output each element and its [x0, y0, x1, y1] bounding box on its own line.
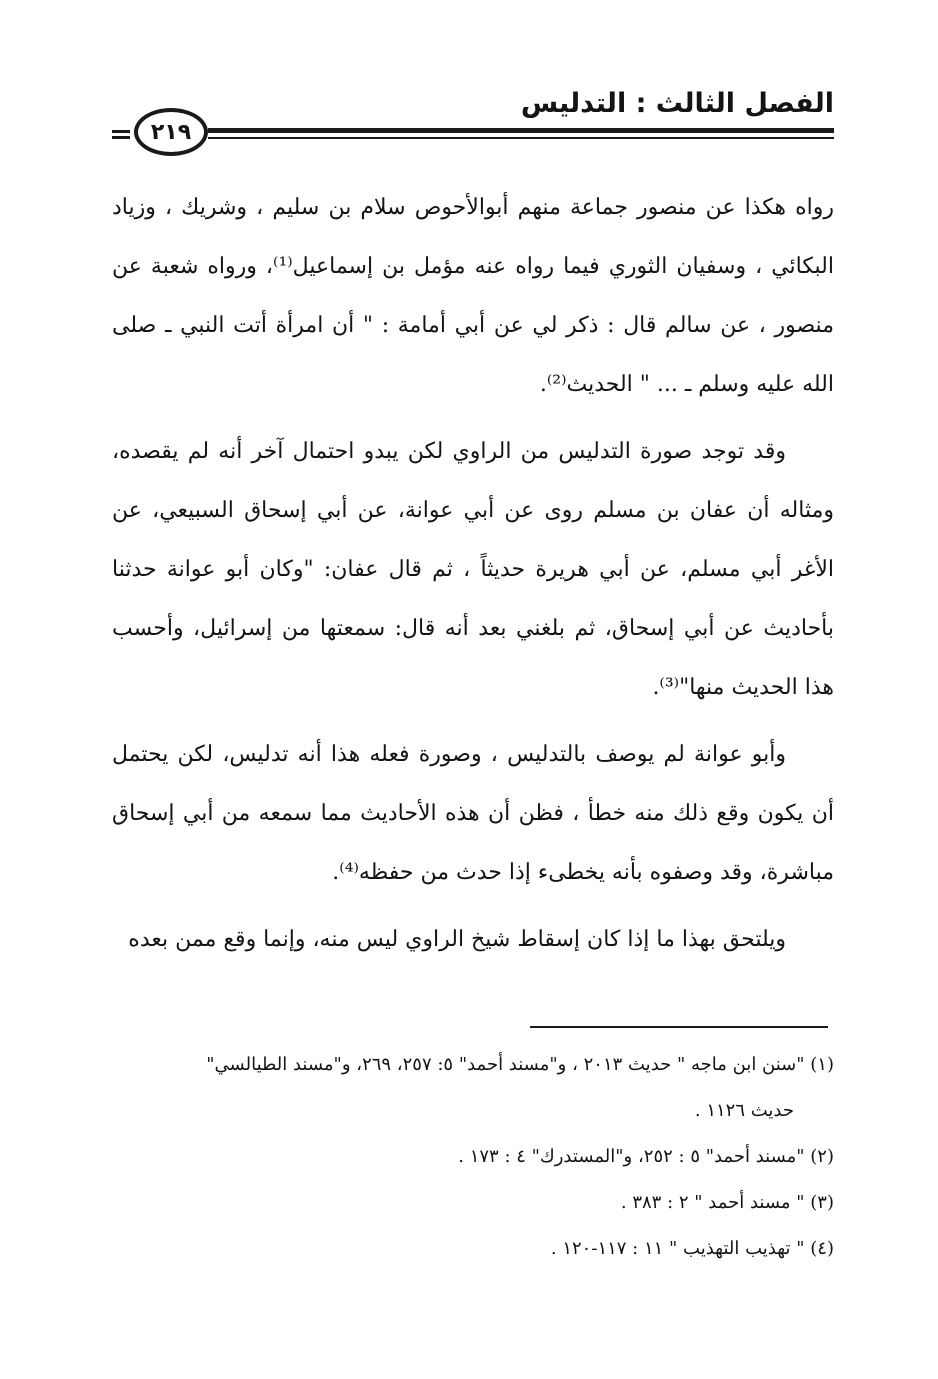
footnote-4: (٤) " تهذيب التهذيب " ١١ : ١١٧-١٢٠ .: [550, 1238, 834, 1259]
header-rule-left-top: [112, 130, 130, 133]
footnote-separator: [530, 1026, 828, 1028]
footnote-2: (٢) "مسند أحمد" ٥ : ٢٥٢، و"المستدرك" ٤ : ١٧٣ .: [458, 1146, 834, 1167]
chapter-title: الفصل الثالث : التدليس: [520, 88, 834, 119]
header-rule-left-bottom: [112, 136, 130, 139]
page-number: ٢١٩: [134, 108, 208, 156]
footnote-1-continued: حديث ١١٢٦ .: [694, 1100, 794, 1121]
footnote-1: (١) "سنن ابن ماجه " حديث ٢٠١٣ ، و"مسند أحمد" ٥: ٢٥٧، ٢٦٩، و"مسند الطيالسي": [206, 1054, 834, 1075]
paragraph-1: رواه هكذا عن منصور جماعة منهم أبوالأحوص سلام بن سليم ، وشريك ، وزياد البكائي ، وسفيان الثوري فيما رواه عنه مؤمل بن إسماعيل⁽¹⁾، ورواه شعبة عن منصور ، عن سالم قال : ذكر لي عن أبي أمامة : " أن امرأة أتت النبي ـ صلى الله عليه وسلم ـ ... " الحديث⁽²⁾.: [112, 195, 834, 397]
paragraph-4: ويلتحق بهذا ما إذا كان إسقاط شيخ الراوي ليس منه، وإنما وقع ممن بعده: [128, 927, 786, 952]
footnote-3: (٣) " مسند أحمد " ٢ : ٣٨٣ .: [620, 1192, 834, 1213]
paragraph-3: وأبو عوانة لم يوصف بالتدليس ، وصورة فعله هذا أنه تدليس، لكن يحتمل أن يكون وقع ذلك منه خطأ ، فظن أن هذه الأحاديث مما سمعه من أبي إسحاق مباشرة، وقد وصفوه بأنه يخطىء إذا حدث من حفظه⁽⁴⁾.: [112, 742, 834, 885]
main-text: [112, 178, 834, 977]
header-rule-thick: [208, 128, 834, 133]
page-header: [112, 82, 834, 162]
header-rule-thin: [208, 137, 834, 139]
paragraph-2: وقد توجد صورة التدليس من الراوي لكن يبدو احتمال آخر أنه لم يقصده، ومثاله أن عفان بن مسلم روى عن أبي عوانة، عن أبي إسحاق السبيعي، عن الأغر أبي مسلم، عن أبي هريرة حديثاً ، ثم قال عفان: "وكان أبو عوانة حدثنا بأحاديث عن أبي إسحاق، ثم بلغني بعد أنه قال: سمعتها من إسرائيل، وأحسب هذا الحديث منها"⁽³⁾.: [112, 439, 834, 700]
footnotes: [112, 1042, 834, 1272]
